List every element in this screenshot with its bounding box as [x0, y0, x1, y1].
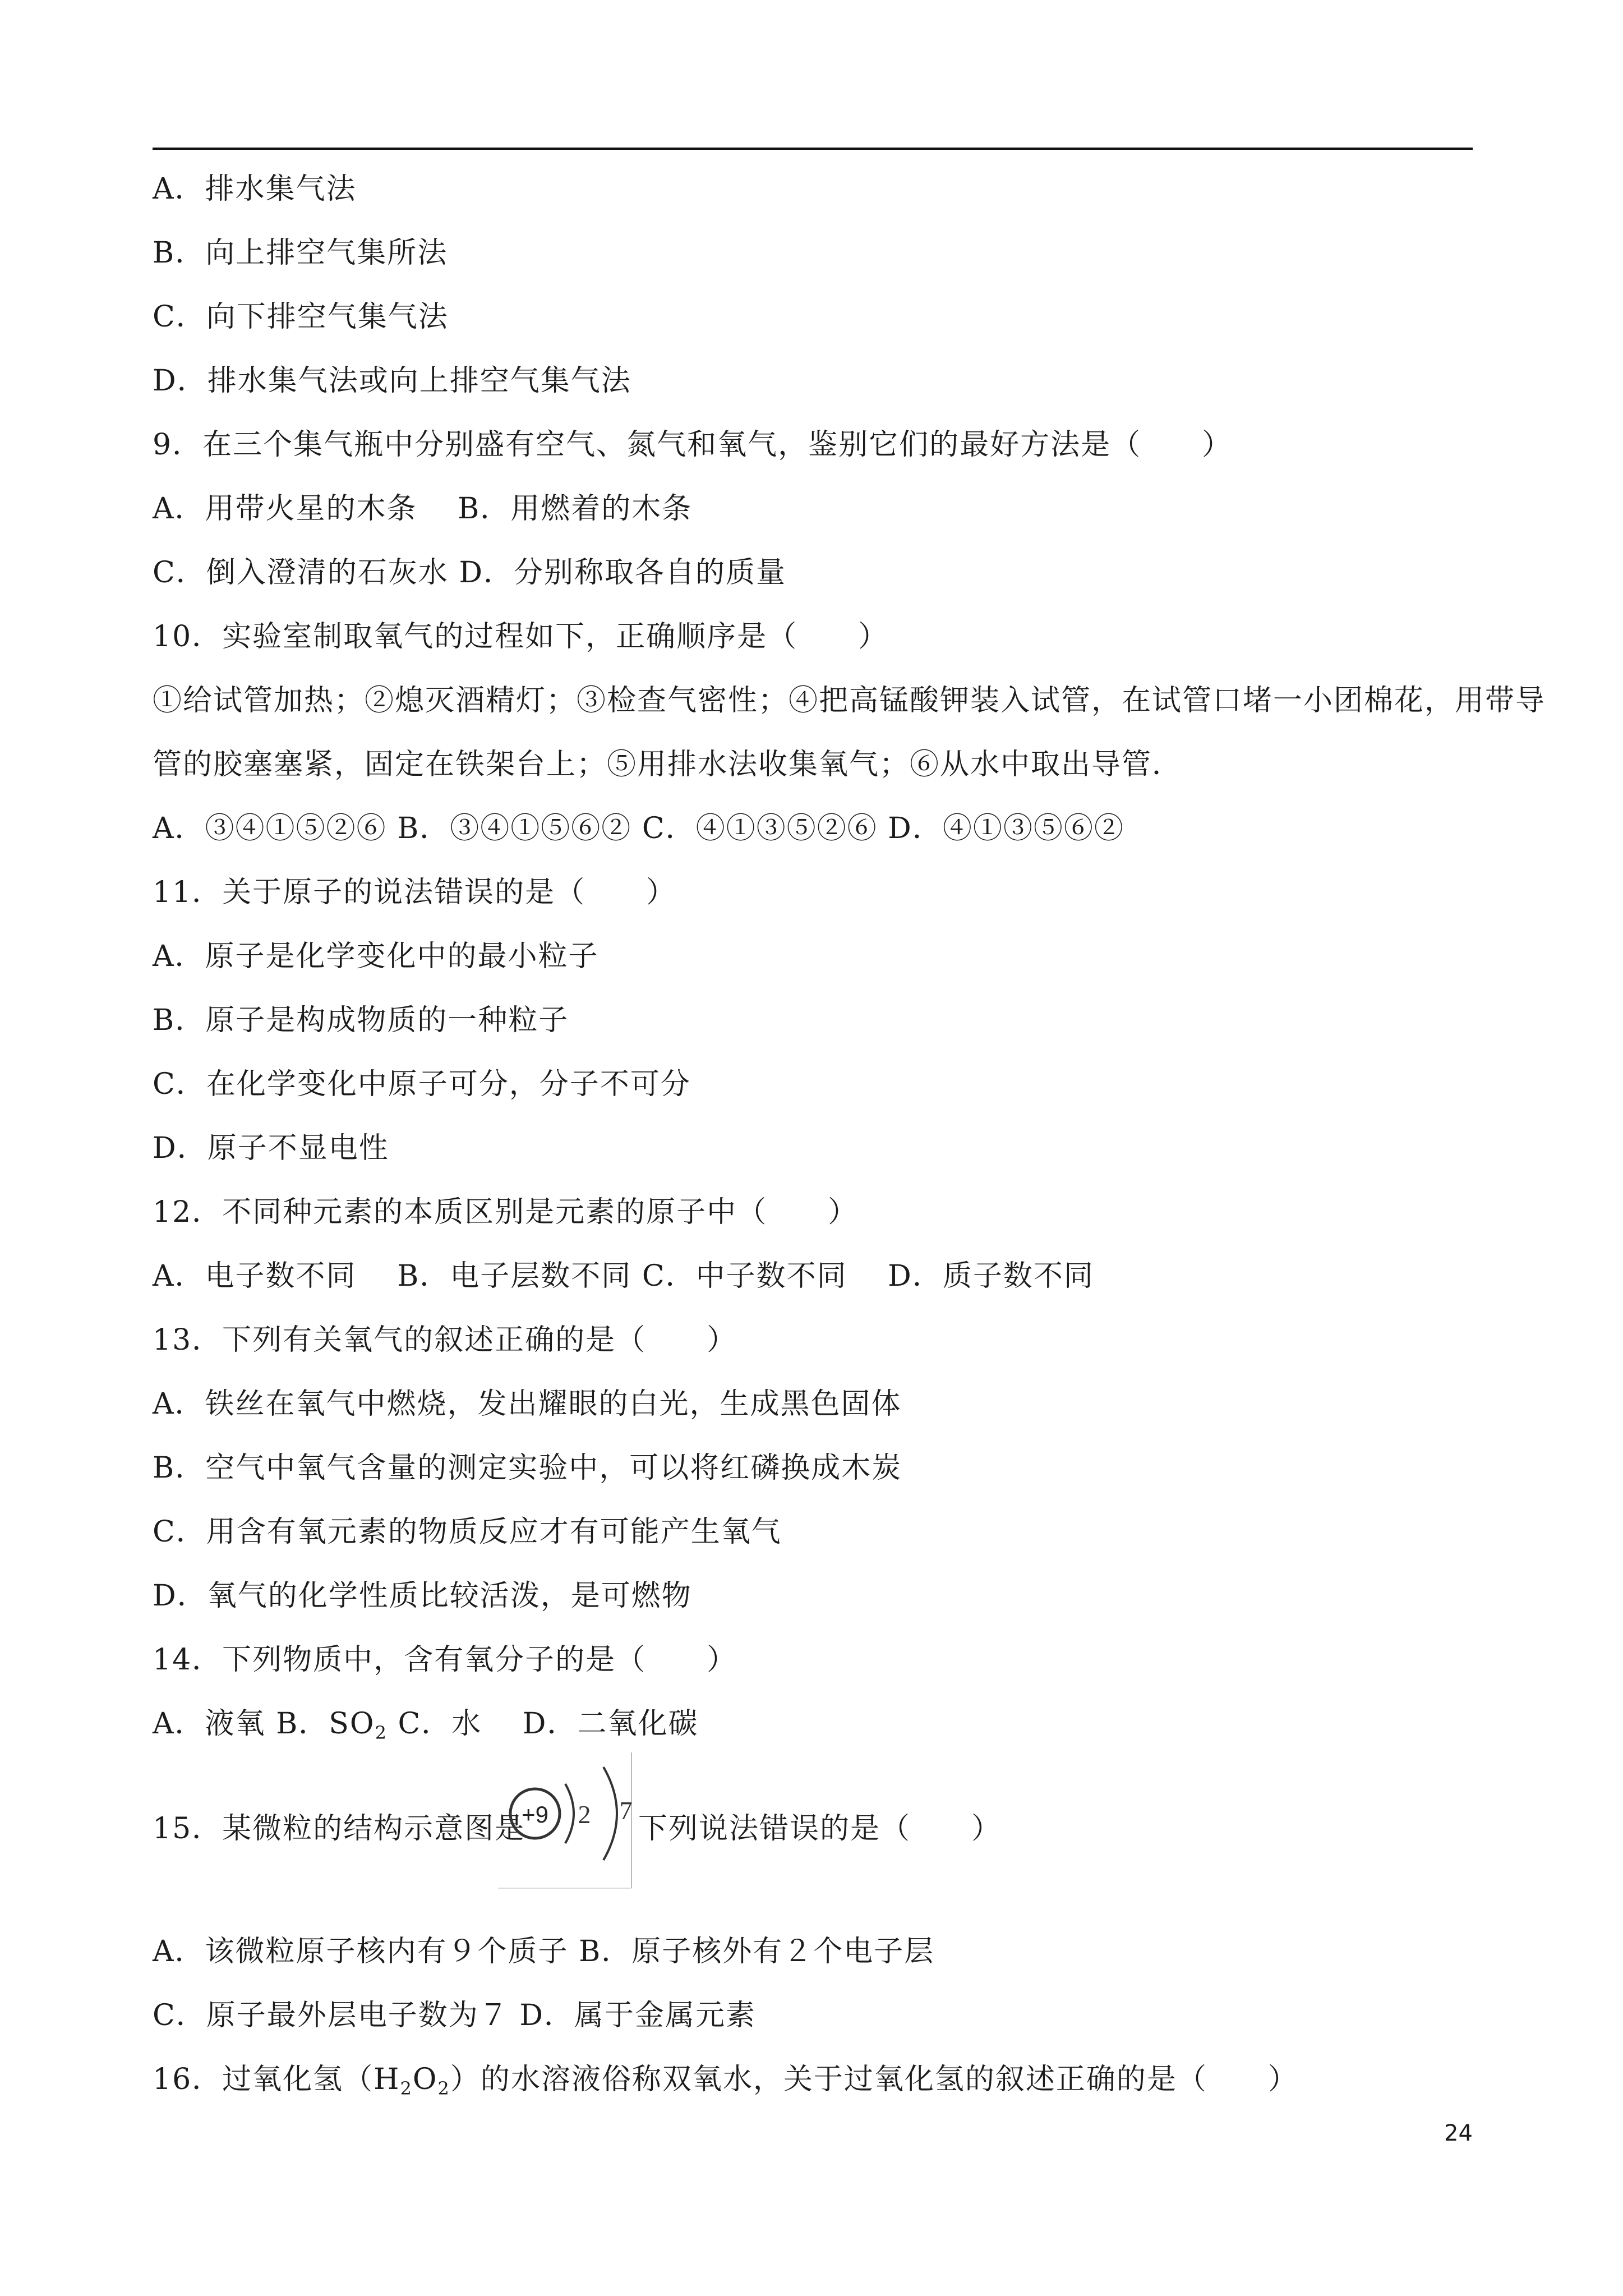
q9-options-ab: A．用带火星的木条 B．用燃着的木条	[153, 492, 693, 526]
q10-steps-line2: 管的胶塞塞紧，固定在铁架台上；⑤用排水法收集氧气；⑥从水中取出导管．	[153, 748, 1183, 781]
q9-stem: 9．在三个集气瓶中分别盛有空气、氮气和氧气，鉴别它们的最好方法是（ ）	[153, 428, 1233, 462]
inner-shell-electrons: 2	[578, 1800, 591, 1829]
q14-options	[153, 1706, 698, 1742]
q10-stem: 10．实验室制取氧气的过程如下，正确顺序是（ ）	[153, 620, 889, 654]
outer-shell-electrons: 7	[619, 1796, 633, 1825]
q13-option-b: B．空气中氧气含量的测定实验中，可以将红磷换成木炭	[153, 1451, 902, 1485]
h2o2-subscript-h: 2	[400, 2078, 413, 2099]
q9-options-cd: C．倒入澄清的石灰水 D．分别称取各自的质量	[153, 556, 787, 590]
q8-option-b: B．向上排空气集所法	[153, 236, 448, 270]
q13-stem: 13．下列有关氧气的叙述正确的是（ ）	[153, 1323, 737, 1357]
q12-options: A．电子数不同 B．电子层数不同 C．中子数不同 D．质子数不同	[153, 1259, 1094, 1293]
atom-structure-diagram	[497, 1749, 637, 1889]
q11-option-b: B．原子是构成物质的一种粒子	[153, 1004, 569, 1037]
so2-subscript: 2	[375, 1722, 388, 1743]
q15-stem-before: 15．某微粒的结构示意图是	[153, 1812, 525, 1846]
q10-options: A．③④①⑤②⑥ B．③④①⑤⑥② C．④①③⑤②⑥ D．④①③⑤⑥②	[153, 812, 1124, 845]
outer-shell-arc	[603, 1767, 617, 1860]
h2o2-subscript-o: 2	[437, 2078, 450, 2099]
page-number: 24	[1444, 2120, 1473, 2146]
q12-stem: 12．不同种元素的本质区别是元素的原子中（ ）	[153, 1195, 859, 1229]
q8-option-d: D．排水集气法或向上排空气集气法	[153, 364, 631, 398]
q11-option-c: C．在化学变化中原子可分，分子不可分	[153, 1068, 691, 1101]
q13-option-a: A．铁丝在氧气中燃烧，发出耀眼的白光，生成黑色固体	[153, 1387, 902, 1421]
q15-options-cd: C．原子最外层电子数为７ D．属于金属元素	[153, 1999, 757, 2032]
q8-option-a: A．排水集气法	[153, 172, 357, 206]
q11-option-d: D．原子不显电性	[153, 1131, 389, 1165]
q10-steps-line1: ①给试管加热；②熄灭酒精灯；③检查气密性；④把高锰酸钾装入试管，在试管口堵一小团棉花，用带导	[153, 684, 1546, 717]
header-rule	[153, 148, 1473, 150]
q13-option-c: C．用含有氧元素的物质反应才有可能产生氧气	[153, 1515, 782, 1549]
q11-stem: 11．关于原子的说法错误的是（ ）	[153, 876, 677, 909]
h2o2-oxygen: O	[412, 2063, 438, 2096]
q14-option-cd: C．水 D．二氧化碳	[387, 1707, 699, 1741]
inner-shell-arc	[565, 1784, 574, 1843]
q15-stem-after: 下列说法错误的是（ ）	[638, 1812, 1002, 1846]
q14-stem: 14．下列物质中，含有氧分子的是（ ）	[153, 1643, 737, 1677]
q16-stem-start: 16．过氧化氢（H	[153, 2063, 400, 2096]
q16-stem-end: ）的水溶液俗称双氧水，关于过氧化氢的叙述正确的是（ ）	[450, 2063, 1298, 2096]
q16-stem	[153, 2062, 1298, 2097]
q14-option-ab: A．液氧 B．SO	[153, 1707, 375, 1741]
q13-option-d: D．氧气的化学性质比较活泼，是可燃物	[153, 1579, 692, 1613]
q8-option-c: C．向下排空气集气法	[153, 300, 449, 334]
q15-options-ab: A．该微粒原子核内有９个质子 B．原子核外有２个电子层	[153, 1935, 935, 1968]
nucleus-charge: +9	[522, 1801, 548, 1828]
q11-option-a: A．原子是化学变化中的最小粒子	[153, 940, 599, 973]
